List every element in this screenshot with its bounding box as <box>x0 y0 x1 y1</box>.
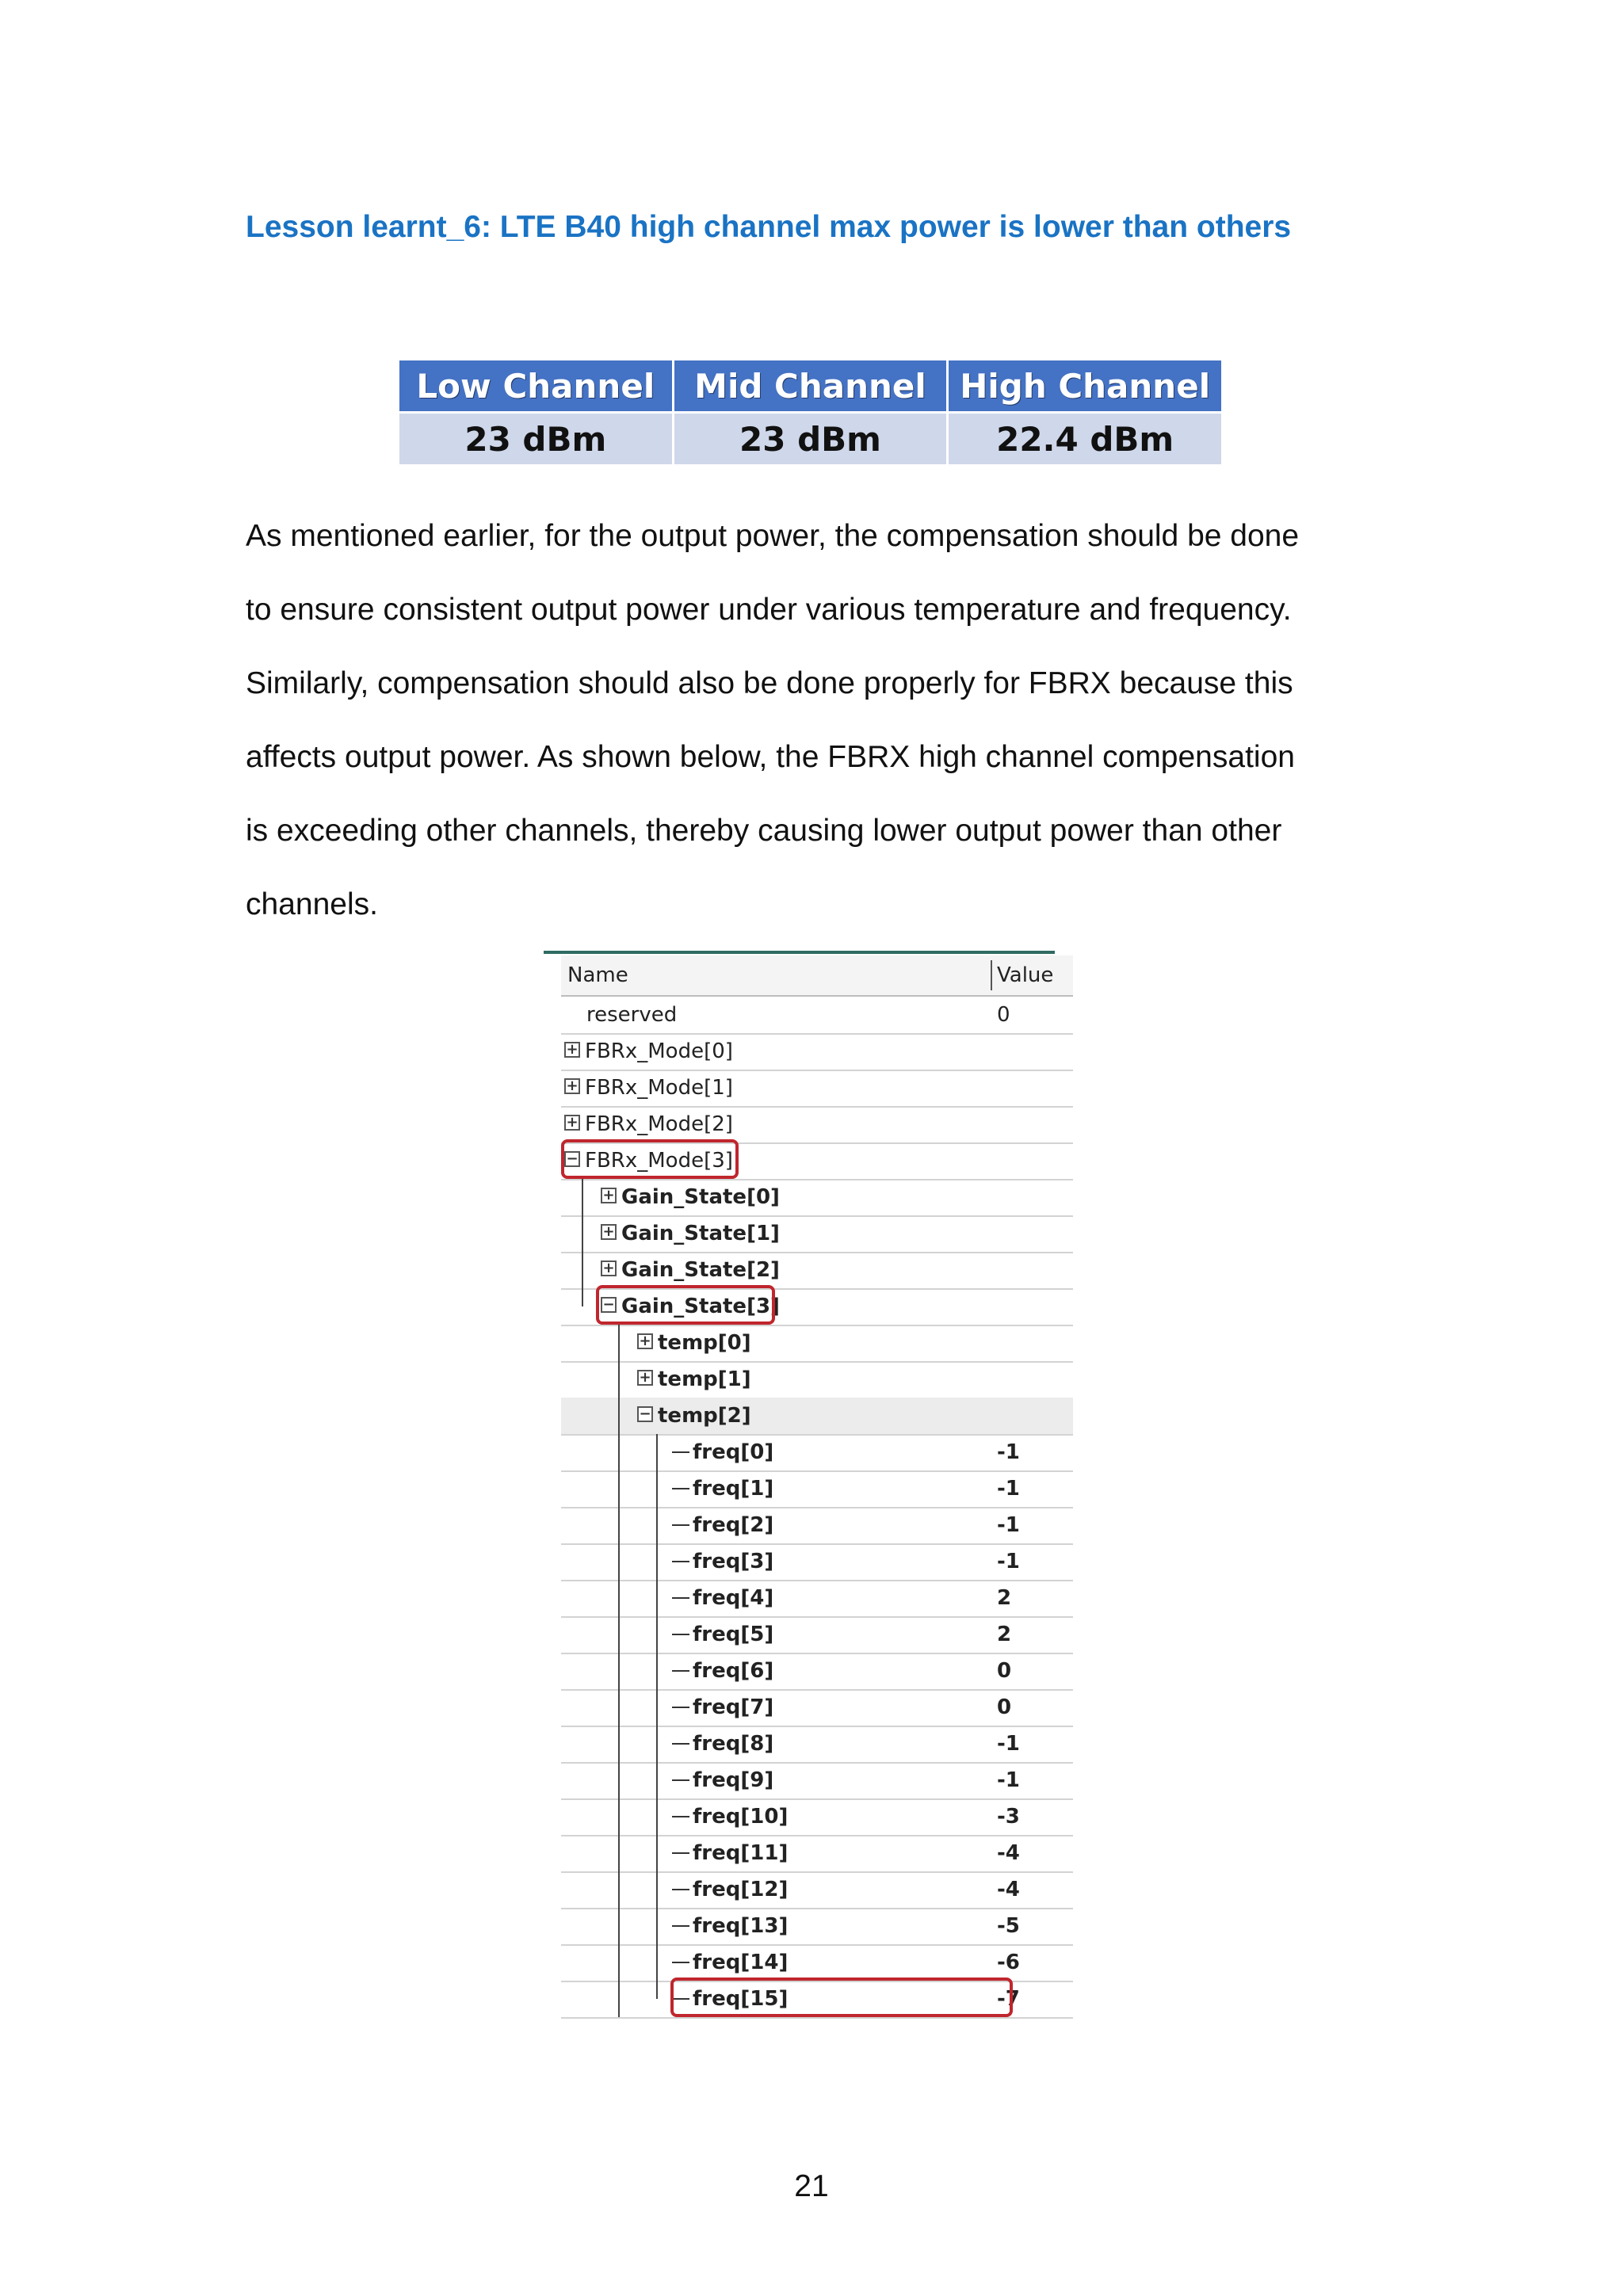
tree-branch-line <box>672 1561 689 1562</box>
tree-row-label: freq[1] <box>693 1477 774 1501</box>
paragraph-line: to ensure consistent output power under various temperature and frequency. <box>246 593 1292 627</box>
table-header-row <box>399 360 1223 413</box>
tree-row-value: -1 <box>997 1440 1020 1464</box>
tree-row-value: 0 <box>997 1695 1012 1719</box>
tree-row-value: -7 <box>997 1987 1020 2011</box>
tree-row[interactable] <box>561 1616 1073 1654</box>
tree-row-label: freq[14] <box>693 1951 789 1974</box>
low-channel-power: 23 dBm <box>399 413 674 466</box>
tree-row-value: -1 <box>997 1768 1020 1792</box>
tree-row-value: -6 <box>997 1951 1020 1974</box>
tree-row-value: -1 <box>997 1513 1020 1537</box>
paragraph-line: is exceeding other channels, thereby causing lower output power than other <box>246 814 1282 848</box>
tree-row[interactable] <box>561 1325 1073 1363</box>
tree-row-value: -4 <box>997 1841 1020 1865</box>
tree-row-label: reserved <box>586 1003 678 1027</box>
expand-icon[interactable]: + <box>637 1370 653 1386</box>
collapse-icon[interactable]: − <box>564 1151 580 1167</box>
paragraph-line: Similarly, compensation should also be done properly for FBRX because this <box>246 666 1293 700</box>
expand-icon[interactable]: + <box>564 1042 580 1058</box>
freq-connector <box>656 1434 658 1999</box>
tree-row-label: freq[4] <box>693 1586 774 1610</box>
tree-row[interactable] <box>561 1398 1073 1436</box>
tree-row-label: freq[3] <box>693 1550 774 1573</box>
tree-row[interactable] <box>561 1944 1073 1982</box>
tree-branch-line <box>672 1488 689 1489</box>
tree-row[interactable] <box>561 1908 1073 1946</box>
tree-row[interactable] <box>561 1726 1073 1764</box>
expand-icon[interactable]: + <box>564 1078 580 1094</box>
expand-icon[interactable]: + <box>637 1333 653 1349</box>
fbrx-tree-screenshot <box>544 951 1073 2020</box>
header-high-channel: High Channel <box>948 360 1223 413</box>
tree-top-border <box>544 951 1055 954</box>
tree-row-label: freq[11] <box>693 1841 789 1865</box>
tree-row-value: 0 <box>997 1659 1012 1683</box>
page-number: 21 <box>794 2169 829 2203</box>
mid-channel-power: 23 dBm <box>673 413 948 466</box>
tree-row[interactable] <box>561 1798 1073 1836</box>
tree-row[interactable] <box>561 1070 1073 1108</box>
tree-branch-line <box>672 1451 689 1453</box>
column-header-value[interactable]: Value <box>997 963 1054 987</box>
highlight-freq-15 <box>670 1978 1013 2017</box>
tree-branch-line <box>672 1743 689 1745</box>
tree-row-label: freq[13] <box>693 1914 789 1938</box>
expand-icon[interactable]: + <box>564 1115 580 1131</box>
tree-row-label: FBRx_Mode[2] <box>585 1112 733 1136</box>
tree-row-label: Gain_State[0] <box>621 1185 780 1209</box>
tree-row-label: FBRx_Mode[1] <box>585 1076 733 1100</box>
highlight-fbrx-mode-3 <box>561 1139 739 1179</box>
high-channel-power: 22.4 dBm <box>948 413 1223 466</box>
tree-row-label: temp[2] <box>658 1404 751 1428</box>
tree-row[interactable] <box>561 1215 1073 1253</box>
tree-row[interactable] <box>561 1871 1073 1909</box>
tree-row-label: Gain_State[1] <box>621 1222 780 1245</box>
tree-branch-line <box>672 1634 689 1635</box>
gain-state-connector <box>582 1179 583 1306</box>
tree-row-value: -4 <box>997 1878 1020 1901</box>
tree-row-value: -3 <box>997 1805 1020 1829</box>
tree-row[interactable] <box>561 1835 1073 1873</box>
tree-branch-line <box>672 1597 689 1599</box>
paragraph-line: channels. <box>246 887 378 921</box>
tree-row[interactable] <box>561 997 1073 1035</box>
expand-icon[interactable]: + <box>601 1224 617 1240</box>
tree-row-label: freq[15] <box>693 1987 789 2011</box>
tree-row[interactable] <box>561 1580 1073 1618</box>
tree-row-label: temp[0] <box>658 1331 751 1355</box>
tree-row[interactable] <box>561 1106 1073 1144</box>
column-header-name[interactable]: Name <box>567 963 628 987</box>
collapse-icon[interactable]: − <box>601 1297 617 1313</box>
tree-row-label: temp[1] <box>658 1367 751 1391</box>
tree-header <box>561 955 1073 997</box>
tree-row-label: freq[0] <box>693 1440 774 1464</box>
tree-row[interactable] <box>561 1507 1073 1545</box>
tree-branch-line <box>672 1779 689 1781</box>
tree-row-label: freq[2] <box>693 1513 774 1537</box>
tree-row-label: freq[7] <box>693 1695 774 1719</box>
collapse-icon[interactable]: − <box>637 1406 653 1422</box>
temp-connector <box>618 1325 620 2017</box>
tree-row[interactable] <box>561 1653 1073 1691</box>
tree-row-label: FBRx_Mode[0] <box>585 1039 733 1063</box>
tree-branch-line <box>672 1670 689 1672</box>
tree-row-value: 2 <box>997 1623 1012 1646</box>
tree-branch-line <box>672 1816 689 1817</box>
tree-row-label: FBRx_Mode[3] <box>585 1149 733 1173</box>
header-mid-channel: Mid Channel <box>673 360 948 413</box>
tree-row[interactable] <box>561 1762 1073 1800</box>
tree-row[interactable] <box>561 1470 1073 1508</box>
tree-row-value: 0 <box>997 1003 1010 1027</box>
tree-row[interactable] <box>561 1434 1073 1472</box>
tree-branch-line <box>672 1962 689 1963</box>
tree-row-label: freq[9] <box>693 1768 774 1792</box>
tree-row-label: freq[10] <box>693 1805 789 1829</box>
tree-branch-line <box>672 1707 689 1708</box>
body-paragraph <box>246 499 1387 941</box>
tree-row-label: Gain_State[2] <box>621 1258 780 1282</box>
paragraph-line: affects output power. As shown below, the FBRX high channel compensation <box>246 740 1295 774</box>
tree-row[interactable] <box>561 1543 1073 1581</box>
tree-row[interactable] <box>561 1179 1073 1217</box>
tree-branch-line <box>672 1925 689 1927</box>
tree-row[interactable] <box>561 1361 1073 1399</box>
tree-branch-line <box>672 1889 689 1890</box>
tree-row-value: -1 <box>997 1550 1020 1573</box>
tree-row-value: -1 <box>997 1732 1020 1756</box>
expand-icon[interactable]: + <box>601 1188 617 1203</box>
expand-icon[interactable]: + <box>601 1261 617 1276</box>
highlight-gain-state-3 <box>596 1285 775 1325</box>
paragraph-line: As mentioned earlier, for the output power, the compensation should be done <box>246 519 1300 553</box>
column-separator[interactable] <box>991 960 992 990</box>
section-heading: Lesson learnt_6: LTE B40 high channel max power is lower than others <box>246 210 1292 244</box>
tree-branch-line <box>672 1852 689 1854</box>
tree-row[interactable] <box>561 1033 1073 1071</box>
tree-row-label: freq[6] <box>693 1659 774 1683</box>
table-row <box>399 413 1223 466</box>
tree-row-label: Gain_State[3] <box>621 1295 780 1318</box>
tree-row-value: -1 <box>997 1477 1020 1501</box>
tree-row-label: freq[5] <box>693 1623 774 1646</box>
tree-branch-line <box>672 1524 689 1526</box>
tree-row-label: freq[8] <box>693 1732 774 1756</box>
tree-row[interactable] <box>561 1252 1073 1290</box>
header-low-channel: Low Channel <box>399 360 674 413</box>
tree-row-value: -5 <box>997 1914 1020 1938</box>
tree-row[interactable] <box>561 1689 1073 1727</box>
tree-row-value: 2 <box>997 1586 1012 1610</box>
tree-row-label: freq[12] <box>693 1878 789 1901</box>
channel-power-table <box>397 358 1224 467</box>
